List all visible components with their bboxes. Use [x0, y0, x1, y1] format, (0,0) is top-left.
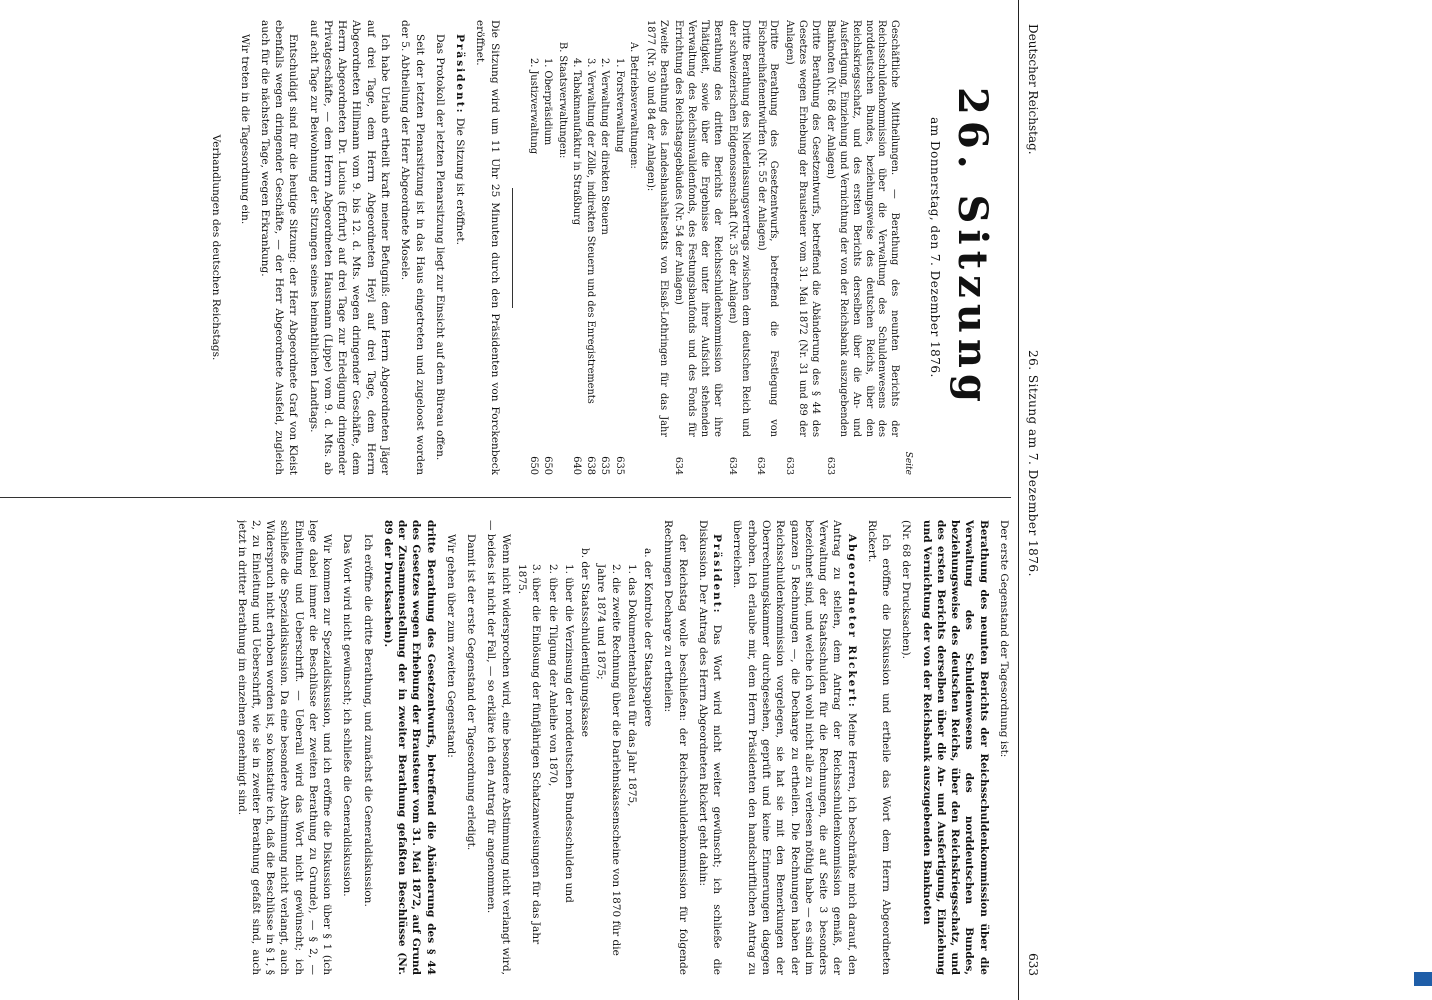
motion-list-item: a. der Kontrole der Staatspapiere — [642, 548, 655, 727]
agenda-list — [643, 20, 900, 475]
agenda-item — [643, 20, 668, 475]
agenda-item-text: Dritte Berathung des Gesetzentwurfs, betreffend die Abänderung des § 44 des Gesetzes wegen Erhebung der Brausteuer vom 31. Mai 1872 (Nr. 31 und 89 der Anlagen) — [784, 20, 821, 437]
speech-text: Die Sitzung ist eröffnet. — [454, 117, 467, 245]
agenda-subitem-label: 2. Verwaltung der direkten Steuern — [599, 58, 611, 235]
speaker-name: Präsident: — [454, 34, 467, 115]
dfg-logo — [1414, 972, 1432, 986]
left-column — [0, 20, 1011, 475]
page-header — [1018, 0, 1045, 1000]
footer-note: Verhandlungen des deutschen Reichstags. — [210, 134, 223, 361]
motion-list-subitem: 1. das Dokumententableau für das Jahr 1875, — [625, 564, 638, 807]
agenda-item-heading: Berathung des neunten Berichts der Reichsschuldenkommission über die Verwaltung des Schuldenwesens des norddeutschen Bundes, beziehungsweise des deutschen Reichs, über den Reichskriegsschatz, und des ersten Berichts derselben über die An- und Ausfertigung, Einziehung und Vernichtung der von der Reichsbank auszugebenden Banknoten — [920, 520, 990, 975]
text-paragraph: Ich habe Urlaub ertheilt kraft meiner Befugniß: dem Herrn Abgeordneten Jäger auf drei Tage, dem Herrn Abgeordneten Heyl auf drei Tage, dem Herrn Abgeordneten Hillmann vom 9. bis 12. d. Mts. wegen dringender Geschäfte, dem Herrn Abgeordneten Dr. Lucius (Erfurt) auf drei Tage zur Erledigung dringender Privatgeschäfte, — dem Herrn Abgeordneten Hausmann (Lippe) vom 9. d. Mts. ab auf acht Tage zur Beiwohnung der Sitzungen seines heimathlichen Landtags. — [307, 20, 392, 475]
agenda-item — [726, 20, 751, 475]
text-paragraph: Wir treten in die Tagesordnung ein. — [238, 34, 251, 225]
agenda-subitem-label: 1. Forstverwaltung — [613, 58, 625, 153]
agenda-item-page: 633 — [825, 456, 836, 475]
agenda-subitem — [541, 20, 554, 475]
speech-paragraph — [730, 520, 858, 975]
header-session: 26. Sitzung am 7. Dezember 1876. — [1026, 350, 1040, 577]
agenda-item-text: Dritte Berathung des Gesetzentwurfs, betreffend die Festlegung von Fischereihafenentwürfen (Nr. 55 der Anlagen) — [755, 20, 780, 437]
right-text-body — [234, 520, 1011, 975]
agenda-subitem — [627, 20, 640, 475]
agenda-item-page: 634 — [755, 456, 767, 475]
section-rule — [512, 188, 513, 308]
agenda-subitem — [584, 20, 597, 475]
agenda-subitem — [527, 20, 540, 475]
agenda-item — [672, 20, 723, 475]
speech-paragraph — [696, 520, 725, 975]
motion-list-subitem: 3. über die Einlösung der fünfjährigen Schatzanweisungen für das Jahr 1875. — [516, 564, 543, 945]
text-paragraph: Wir gehen über zum zweiten Gegenstand: — [444, 534, 457, 758]
text-paragraph: (Nr. 68 der Drucksachen). — [900, 520, 913, 659]
text-paragraph: Ich eröffne die dritte Berathung, und zunächst die Generaldiskussion. — [361, 534, 374, 907]
agenda-item — [782, 20, 820, 475]
agenda-subitem-page: 650 — [542, 456, 554, 475]
column-divider — [0, 497, 1011, 498]
motion-list-subitem: 2. die zweite Rechnung über die Darlehnskassenscheine von 1870 für die Jahre 1874 und 1875; — [595, 564, 622, 956]
agenda-subitem-page: 640 — [570, 456, 582, 475]
left-text-body — [209, 20, 502, 475]
agenda-subitem-label: 4. Tabakmanufaktur in Straßburg — [570, 58, 582, 226]
agenda-subitem — [570, 20, 583, 475]
text-paragraph: Das Wort wird nicht gewünscht; ich schließe die Generaldiskussion. — [341, 534, 354, 897]
speaker-name: Präsident: — [711, 534, 724, 615]
agenda-subitem-page: 638 — [585, 456, 597, 475]
agenda-item-page: 634 — [672, 456, 684, 475]
session-title: 26. Sitzung — [949, 87, 996, 408]
text-paragraph: Wenn nicht widersprochen wird, eine besondere Abstimmung nicht verlangt wird, — beides ist nicht der Fall, — so erkläre ich den Antrag für angenommen. — [485, 520, 512, 975]
agenda-sublist — [527, 20, 641, 475]
agenda-item-heading: dritte Berathung des Gesetzentwurfs, betreffend die Abänderung des § 44 des Gesetzes wegen Erhebung der Brausteuer vom 31. Mai 1872, auf Grund der Zusammenstellung der in zweiter Berathung gefaßten Beschlüsse (Nr. 89 der Drucksachen). — [381, 520, 437, 975]
motion-list-subitem: 2. über die Tilgung der Anleihe von 1870, — [546, 564, 559, 787]
header-page-number: 633 — [1026, 953, 1040, 976]
agenda-subitem — [598, 20, 611, 475]
agenda-item — [754, 20, 779, 475]
text-paragraph: Seit der letzten Plenarsitzung ist in das Haus eingetreten und zugeloost worden der 5. Abtheilung der Herr Abgeordnete Mosele. — [399, 20, 426, 475]
agenda-subitem — [555, 20, 568, 475]
agenda-item-text: Dritte Berathung des Niederlassungsvertrags zwischen dem deutschen Reich und der schweizerischen Eidgenossenschaft (Nr. 35 der Anlagen) — [727, 20, 751, 437]
agenda-item-page: 633 — [783, 456, 795, 475]
agenda-page-label: Seite — [903, 451, 914, 475]
agenda-subitem-label: B. Staatsverwaltungen: — [556, 42, 568, 159]
text-paragraph: Entschuldigt sind für die heutige Sitzung: der Herr Abgeordnete Graf von Kleist ebenfalls wegen dringender Geschäfte, — der Herr Abgeordnete Ausfeld, zugleich auch für die nächsten Tage, wegen Erkrankung. — [258, 20, 300, 475]
session-date: am Donnerstag, den 7. Dezember 1876. — [927, 117, 942, 378]
motion-list-item: b. der Staatsschuldentilgungskasse — [579, 548, 592, 737]
speaker-name: Abgeordneter Rickert: — [845, 534, 858, 709]
agenda-item-page: 634 — [726, 456, 738, 475]
agenda-subitem-page: 635 — [599, 456, 611, 475]
right-column — [0, 520, 1011, 975]
text-paragraph: Die Sitzung wird um 11 Uhr 25 Minuten durch den Präsidenten von Forckenbeck eröffnet. — [474, 20, 501, 475]
agenda-item — [824, 20, 900, 475]
text-paragraph: Damit ist der erste Gegenstand der Tagesordnung erledigt. — [465, 534, 478, 851]
agenda-subitem-label: 1. Oberpräsidium — [542, 58, 554, 146]
agenda-subitem — [612, 20, 625, 475]
text-paragraph: Ich eröffne die Diskussion und ertheile das Wort dem Herrn Abgeordneten Rickert. — [865, 520, 893, 975]
text-paragraph: Der erste Gegenstand der Tagesordnung ist: — [998, 520, 1010, 758]
agenda-item-text: Zweite Berathung des Landeshaushaltsetats von Elsaß-Lothringen für das Jahr 1877 (Nr. 30 und 84 der Anlagen): — [644, 20, 669, 437]
header-publication: Deutscher Reichstag. — [1026, 24, 1040, 155]
dfg-credit-strip — [1410, 0, 1430, 1000]
agenda-item-text: Geschäftliche Mittheilungen. — Berathung des neunten Berichts der Reichsschuldenkommission über die Verwaltung des Schuldenwesens des norddeutschen Bundes, beziehungsweise des deutschen Reichs, über den Reichskriegsschatz, und des ersten Berichts derselben über die An- und Ausfertigung, Einziehung und Vernichtung der von der Reichsbank auszugebenden Banknoten (Nr. 68 der Anlagen) — [825, 20, 901, 437]
agenda-subitem-page: 635 — [613, 456, 625, 475]
agenda-subitem-label: 2. Justizverwaltung — [527, 58, 539, 155]
text-paragraph: Das Protokoll der letzten Plenarsitzung liegt zur Einsicht auf dem Büreau offen. — [433, 34, 446, 461]
agenda-subitem-label: A. Betriebsverwaltungen: — [628, 42, 640, 169]
speech-text: Meine Herren, ich beschränke mich darauf, den Antrag zu stellen, dem Antrag der Reichsschuldenkommission gemäß, der Verwaltung der Staatsschulden für die Rechnungen, die auf Seite 3 besonders bezeichnet sind, und welche ich wohl nicht alle zu verlesen nöthig habe — es sind im ganzen 5 Rechnungen —, die Decharge zu ertheilen. Die Rechnungen haben der Reichsschuldenkommission vorgelegen, sie hat sie mit den Bemerkungen der Oberrechnungskammer durchgesehen, geprüft und keine Erinnerungen dagegen erhoben. Ich erlaube mir, dem Herrn Präsidenten den handschriftlichen Antrag zu überreichen. — [731, 520, 858, 975]
text-paragraph: Wir kommen zur Spezialdiskussion, und ich eröffne die Diskussion über § 1 (ich lege dabei immer die Beschlüsse der zweiten Berathung zu Grunde), — § 2, — Einleitung und Ueberschrift. — Ueberall wird das Wort nicht gewünscht; ich schließe die Spezialdiskussion. Da eine besondere Abstimmung nicht verlangt, auch Widerspruch nicht erhoben worden ist, so konstatire ich, daß die Beschlüsse in § 1, § 2, zu Einleitung und Ueberschrift, wie sie in zweiter Berathung gefaßt sind, auch jetzt in dritter Berathung im einzelnen genehmigt sind. — [235, 520, 334, 975]
motion-list-subitem: 1. über die Verzinsung der norddeutschen Bundesschulden und — [562, 564, 575, 903]
agenda-item-text: Berathung des dritten Berichts der Reichsschuldenkommission über ihre Thätigkeit, sowie über die Ergebnisse der unter ihrer Aufsicht stehenden Verwaltung des Reichsinvalidenfonds, des Festungsbaufonds und des Fonds für Errichtung des Reichstagsgebäudes (Nr. 54 der Anlagen) — [673, 20, 723, 437]
speech-paragraph — [453, 20, 467, 475]
text-paragraph: der Reichstag wolle beschließen: der Reichsschuldenkommission für folgende Rechnungen Decharge zu ertheilen: — [662, 520, 689, 975]
agenda-subitem-label: 3. Verwaltung der Zölle, indirekten Steuern und des Enregistrements — [585, 58, 597, 404]
agenda-subitem-page: 650 — [527, 456, 539, 475]
speech-text: Das Wort wird nicht weiter gewünscht; ich schließe die Diskussion. Der Antrag des Herrn Abgeordneten Rickert geht dahin: — [696, 520, 724, 975]
